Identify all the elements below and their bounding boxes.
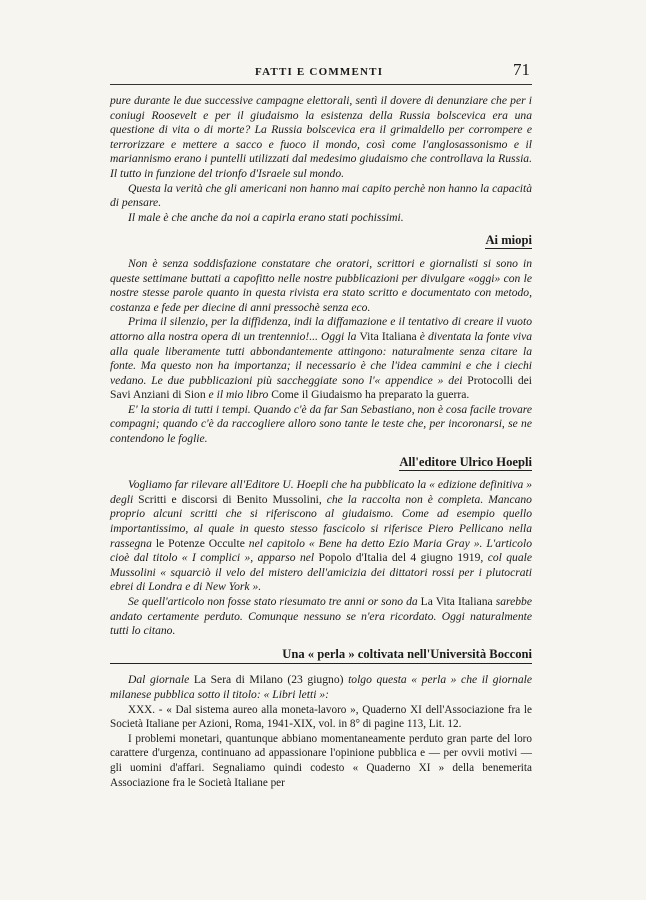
section-heading-perla: Una « perla » coltivata nell'Università Bocconi <box>110 647 532 665</box>
page-header <box>110 62 532 85</box>
section3-quote-text: I problemi monetari, quantunque abbiano momentaneamente perduto gran parte del loro carattere d'urgenza, continuano ad appassionare l'opinione pubblica e — per ovvii motivi — gli uomini d'affari. Segnaliamo quindi codesto « Quaderno XI » della benemerita Associazione fra le Società Italiane per <box>110 732 532 789</box>
section1-paragraph-3: E' la storia di tutti i tempi. Quando c'è da far San Sebastiano, non è cosa facile trovare compagni; quando c'è da raccogliere alloro sono tante le teste che, per incoronarsi, se ne contendono le foglie. <box>110 402 532 446</box>
intro-paragraph-2: Questa la verità che gli americani non hanno mai capito perchè non hanno la capacità di pensare. <box>110 181 532 210</box>
section2-paragraph-2: Se quell'articolo non fosse stato riesumato tre anni or sono da La Vita Italiana sarebbe andato certamente perduto. Comunque nessuno se n'era ricordato. Oggi naturalmente tutti lo citano. <box>110 595 532 638</box>
article-body <box>110 94 532 790</box>
section2-paragraph-1: Vogliamo far rilevare all'Editore U. Hoepli che ha pubblicato la « edizione definitiva » degli Scritti e discorsi di Benito Mussolini, che la raccolta non è completa. Mancano proprio alcuni scritti che si riferiscono al giudaismo. Come ad esempio quello importantissimo, al quale in questo stesso fascicolo si riferisce Piero Pellicano nella rassegna le Potenze Occulte nel capitolo « Bene ha detto Ezio Maria Gray ». L'articolo cioè dal titolo « I complici », apparso nel Popolo d'Italia del 4 giugno 1919, col quale Mussolini « squarciò il velo del mistero dell'amicizia dei dittatori rossi per i plutocrati ebrei di Londra e di New York ». <box>110 478 533 594</box>
intro-paragraph-1: pure durante le due successive campagne elettorali, sentì il dovere di denunziare che per i coniugi Roosevelt e per il giudaismo la esistenza della Russia bolscevica era una questione di vita o di morte? La Russia bolscevica era il grimaldello per corrompere e terrorizzare e mettere a sacco e fuoco il mondo, così come l'anglosassonismo e il mariannismo erano i puntelli utilizzati dal medesimo giudaismo che controllava la Russia. Il tutto in funzione del trionfo d'Israele sul mondo. <box>110 94 532 180</box>
section3-quote-citation: XXX. - « Dal sistema aureo alla moneta-lavoro », Quaderno XI dell'Associazione fra le Società Italiane per Azioni, Roma, 1941-XIX, vol. in 8° di pagine 113, Lit. 12. <box>110 703 532 731</box>
section1-paragraph-1: Non è senza soddisfazione constatare che oratori, scrittori e giornalisti si sono in queste settimane buttati a capofitto nelle nostre pubblicazioni per divulgare «oggi» con le nostre stesse parole quanto in questa rivista era stato scritto e documentato con metodo, costanza e fede per diecine di anni pressochè senza eco. <box>110 256 532 314</box>
section1-paragraph-2: Prima il silenzio, per la diffidenza, indi la diffamazione e il tentativo di creare il vuoto attorno alla nostra opera di un trentennio!... Oggi la Vita Italiana è diventata la fonte viva alla quale liberamente tutti abbondantemente attingono: naturalmente senza citare la fonte. Ma questo non ha importanza; il necessario è che l'idea cammini e che i ciechi vedano. Le due pubblicazioni più saccheggiate sono l'« appendice » dei Protocolli dei Savi Anziani di Sion e il mio libro Come il Giudaismo ha preparato la guerra. <box>110 315 533 402</box>
section-heading-hoepli: All'editore Ulrico Hoepli <box>399 454 532 469</box>
section-heading-ai-miopi: Ai miopi <box>485 233 532 248</box>
running-title: FATTI E COMMENTI <box>255 66 384 78</box>
section3-paragraph-1: Dal giornale La Sera di Milano (23 giugno) tolgo questa « perla » che il giornale milanese pubblica sotto il titolo: « Libri letti »: <box>110 673 532 701</box>
intro-paragraph-3: Il male è che anche da noi a capirla erano stati pochissimi. <box>128 210 404 224</box>
page-number: 71 <box>513 60 530 79</box>
